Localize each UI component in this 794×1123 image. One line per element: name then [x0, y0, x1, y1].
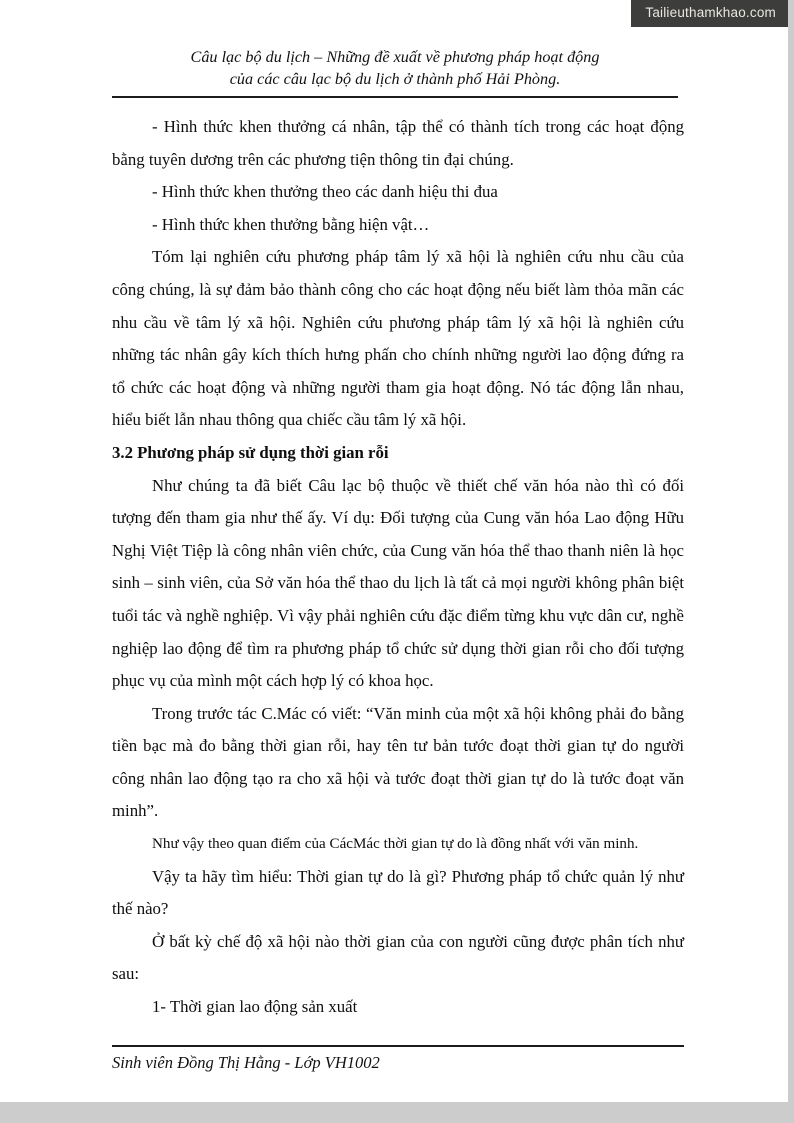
paragraph-item-labor-time: 1- Thời gian lao động sản xuất: [152, 997, 358, 1017]
paragraph-club-audience: Như chúng ta đã biết Câu lạc bộ thuộc về thiết chế văn hóa nào thì có đối tượng đến tham gia như thế ấy. Ví dụ: Đối tượng của Cung văn hóa Lao động Hữu Nghị Việt Tiệp là công nhân viên chức, của Cung văn hóa thể thao thanh niên là học sinh – sinh viên, của Sở văn hóa thể thao du lịch là tất cả mọi người không phân biệt tuổi tác và nghề nghiệp. Vì vậy phải nghiên cứu đặc điểm từng khu vực dân cư, nghề nghiệp lao động để tìm ra phương pháp tổ chức sử dụng thời gian rỗi cho đối tượng phục vụ của mình một cách hợp lý có khoa học.: [112, 475, 684, 691]
header-rule: [112, 96, 678, 98]
paragraph-time-analysis-intro: Ở bất kỳ chế độ xã hội nào thời gian của con người cũng được phân tích như sau:: [112, 931, 684, 984]
header-line-2: của các câu lạc bộ du lịch ở thành phố Hải Phòng.: [229, 70, 561, 88]
header-line-1: Câu lạc bộ du lịch – Những đề xuất về phương pháp hoạt động: [190, 48, 600, 66]
paragraph-summary-psychology: Tóm lại nghiên cứu phương pháp tâm lý xã hội là nghiên cứu nhu cầu của công chúng, là sự đảm bảo thành công cho các hoạt động nếu biết làm thỏa mãn các nhu cầu về tâm lý xã hội. Nghiên cứu phương pháp tâm lý xã hội là nghiên cứu những tác nhân gây kích thích hưng phấn cho chính những người lao động đứng ra tổ chức các hoạt động và những người tham gia hoạt động. Nó tác động lẫn nhau, hiểu biết lẫn nhau thông qua chiếc cầu tâm lý xã hội.: [112, 247, 684, 430]
section-heading-3-2: 3.2 Phương pháp sử dụng thời gian rỗi: [112, 442, 389, 462]
paragraph-reward-media: - Hình thức khen thưởng cá nhân, tập thể có thành tích trong các hoạt động bằng tuyên dương trên các phương tiện thông tin đại chúng.: [112, 117, 684, 169]
page-footer: [112, 1045, 684, 1073]
page-header: [112, 46, 678, 90]
paragraph-marx-quote: Trong trước tác C.Mác có viết: “Văn minh của một xã hội không phải đo bằng tiền bạc mà đo bằng thời gian rỗi, hay tên tư bản tước đoạt thời gian tự do người công nhân lao động tạo ra cho xã hội và tước đoạt thời gian tự do là tước đoạt văn minh”.: [112, 703, 684, 821]
footer-rule: [112, 1045, 684, 1047]
footer-author: Sinh viên Đồng Thị Hằng - Lớp VH1002: [112, 1053, 380, 1072]
paragraph-question-free-time: Vậy ta hãy tìm hiểu: Thời gian tự do là gì? Phương pháp tổ chức quản lý như thế nào?: [112, 866, 684, 919]
document-body: [112, 111, 684, 1024]
paragraph-reward-titles: - Hình thức khen thưởng theo các danh hiệu thi đua: [152, 182, 498, 202]
paragraph-marx-viewpoint: Như vậy theo quan điểm của CácMác thời gian tự do là đồng nhất với văn minh.: [152, 836, 639, 853]
site-watermark: Tailieuthamkhao.com: [631, 0, 788, 27]
paragraph-reward-objects: - Hình thức khen thưởng bằng hiện vật…: [152, 214, 430, 234]
